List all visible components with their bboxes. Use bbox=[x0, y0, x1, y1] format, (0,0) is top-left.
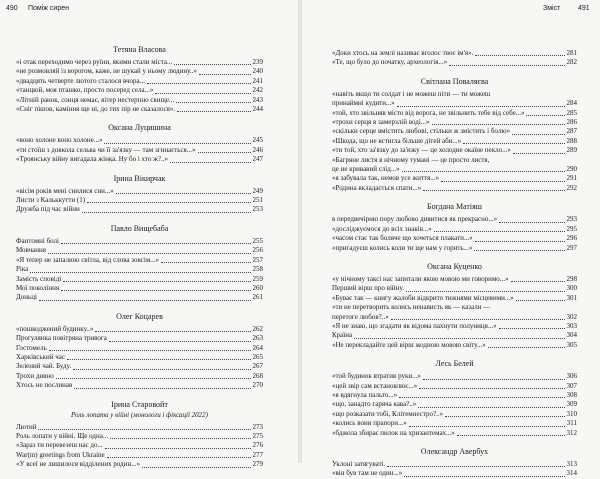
dot-leader bbox=[155, 93, 250, 94]
toc-entry-title: Фантомні болі bbox=[16, 236, 59, 245]
toc-entry bbox=[16, 246, 263, 255]
toc-entry-title: Перший вірш про війну. bbox=[332, 284, 404, 293]
toc-entry bbox=[332, 127, 577, 136]
toc-entry-title: «скільки серце вмістить любові, стільки ж змістить і болю» bbox=[332, 127, 511, 136]
toc-entry bbox=[16, 67, 263, 76]
toc-page-number: 243 bbox=[252, 95, 263, 104]
toc-entry bbox=[332, 313, 577, 322]
toc-entry-title: «Я тепер не запалюю світла, від слова зовсім...» bbox=[16, 255, 159, 264]
toc-entry-title: Замість сповіді bbox=[16, 274, 62, 283]
dot-leader bbox=[457, 435, 565, 436]
toc-entry-title: «Зараз ти перевезеш нас до... bbox=[16, 441, 103, 450]
toc-page-number: 286 bbox=[566, 118, 577, 127]
toc-page-number: 311 bbox=[566, 419, 577, 428]
toc-entry-title: «бджола збирає пилок на хризантемах...» bbox=[332, 428, 455, 437]
toc-page-number: 297 bbox=[566, 243, 577, 252]
toc-entry bbox=[16, 423, 263, 432]
toc-page-number: 295 bbox=[566, 224, 577, 233]
toc-entry-title: «Я не знаю, що згадати як відома пахнути полуниця...» bbox=[332, 321, 497, 330]
toc-entry bbox=[332, 469, 577, 478]
dot-leader bbox=[404, 476, 564, 477]
toc-entry-title: «що розказати тобі, Клітемнестро?..» bbox=[332, 409, 444, 418]
toc-entry bbox=[16, 77, 263, 86]
toc-page-number: 292 bbox=[566, 183, 577, 192]
toc-entry-title: «танцюй, моя пташко, просто посеред села...» bbox=[16, 86, 154, 95]
toc-page-number: 260 bbox=[252, 283, 263, 292]
toc-page-number: 244 bbox=[252, 105, 263, 114]
toc-page-number: 284 bbox=[566, 99, 577, 108]
toc-entry-title: «Багряне листя в нічному тумані — це просто листя, bbox=[332, 155, 490, 164]
dot-leader bbox=[30, 272, 250, 273]
toc-entry-title: «вісім років мені снилися сни...» bbox=[16, 186, 114, 195]
toc-entry-title: в передвечірню пору любово дивитися як прекрасно...» bbox=[332, 215, 498, 224]
toc-entry bbox=[16, 155, 263, 164]
toc-page-number: 277 bbox=[252, 450, 263, 459]
toc-page-number: 262 bbox=[252, 324, 263, 333]
toc-page-number: 273 bbox=[252, 422, 263, 431]
author-heading: Оксана Куценко bbox=[427, 261, 482, 271]
toc-entry-title-continuation: перетоге любов?..» bbox=[332, 312, 389, 321]
toc-page-number: 251 bbox=[252, 196, 263, 205]
toc-entry-title: «ти той, хто за'язку до за'язку — це холодне окаїне пекло...» bbox=[332, 146, 511, 155]
dot-leader bbox=[161, 262, 251, 263]
toc-page-number: 264 bbox=[252, 343, 263, 352]
toc-page-number: 258 bbox=[252, 265, 263, 274]
toc-entry bbox=[332, 225, 577, 234]
dot-leader bbox=[74, 388, 250, 389]
toc-entry-title: War(m) greetings from Ukraine bbox=[16, 450, 105, 459]
toc-page-number: 268 bbox=[252, 371, 263, 380]
toc-entry bbox=[16, 58, 263, 67]
toc-entry bbox=[332, 99, 577, 108]
dot-leader bbox=[423, 379, 565, 380]
toc-entry-title: Трохи дивно bbox=[16, 371, 54, 380]
toc-entry bbox=[16, 205, 263, 214]
dot-leader bbox=[402, 171, 565, 172]
dot-leader bbox=[110, 438, 250, 439]
toc-entry-title: Гостомель bbox=[16, 343, 47, 352]
dot-leader bbox=[499, 328, 565, 329]
toc-entry bbox=[332, 174, 577, 183]
toc-entry bbox=[332, 184, 577, 193]
toc-entry-title: Мої покоління bbox=[16, 283, 60, 292]
toc-page-number: 303 bbox=[566, 321, 577, 330]
left-page-number: 490 bbox=[6, 5, 18, 12]
author-heading: Олександр Авербух bbox=[420, 447, 489, 456]
toc-entry bbox=[332, 146, 577, 155]
toc-entry bbox=[332, 165, 577, 174]
dot-leader bbox=[418, 407, 564, 408]
toc-entry bbox=[16, 460, 263, 469]
toc-entry-title: Хтось не послинав bbox=[16, 381, 73, 390]
toc-entry-title: Мовчання bbox=[16, 246, 46, 255]
dot-leader bbox=[441, 181, 565, 182]
dot-leader bbox=[449, 65, 564, 66]
toc-page-number: 301 bbox=[566, 293, 577, 302]
toc-entry bbox=[332, 284, 577, 293]
toc-entry-title: «що, занадто гаряча кава?..» bbox=[332, 400, 417, 409]
toc-entry-title: Лютий bbox=[16, 422, 37, 431]
toc-page-number: 287 bbox=[566, 127, 577, 136]
toc-page-number: 300 bbox=[566, 284, 577, 293]
toc-entry bbox=[332, 391, 577, 400]
dot-leader bbox=[82, 212, 251, 213]
toc-page-number: 261 bbox=[252, 293, 263, 302]
toc-entry-title: «Родина вкладається спати...» bbox=[332, 183, 422, 192]
toc-page-number: 242 bbox=[252, 86, 263, 95]
toc-entry bbox=[332, 322, 577, 331]
toc-page-number: 276 bbox=[252, 441, 263, 450]
dot-leader bbox=[63, 281, 250, 282]
right-running-title: Зміст bbox=[543, 5, 561, 12]
dot-leader bbox=[474, 250, 564, 251]
dot-leader bbox=[198, 152, 251, 153]
toc-page-number: 275 bbox=[252, 431, 263, 440]
toc-entry bbox=[332, 294, 577, 303]
toc-page-number: 310 bbox=[566, 409, 577, 418]
dot-leader bbox=[48, 253, 251, 254]
dot-leader bbox=[142, 467, 251, 468]
toc-entry bbox=[332, 244, 577, 253]
toc-entry bbox=[332, 118, 577, 127]
dot-leader bbox=[177, 111, 250, 112]
dot-leader bbox=[104, 143, 250, 144]
toc-page-number: 270 bbox=[252, 381, 263, 390]
toc-page-number: 296 bbox=[566, 234, 577, 243]
toc-entry-title: «я забувала так, немов усе життя...» bbox=[332, 174, 439, 183]
dot-leader bbox=[516, 300, 565, 301]
toc-page-number: 241 bbox=[252, 76, 263, 85]
dot-leader bbox=[61, 290, 250, 291]
toc-page-number: 267 bbox=[252, 362, 263, 371]
left-page bbox=[0, 0, 298, 469]
dot-leader bbox=[56, 378, 251, 379]
dot-leader bbox=[105, 448, 251, 449]
toc-entry-title: «я вдягнула пальто...» bbox=[332, 390, 398, 399]
toc-entry bbox=[332, 137, 577, 146]
toc-entry-title: «і отак переходимо через руїни, якими стали міста... bbox=[16, 58, 173, 66]
toc-page-number: 285 bbox=[566, 108, 577, 117]
dot-leader bbox=[475, 241, 565, 242]
dot-leader bbox=[176, 102, 250, 103]
dot-leader bbox=[419, 388, 564, 389]
toc-entry-title: «не розмовляй із ворогом, каже, не шукай у ньому людину..» bbox=[16, 67, 197, 76]
toc-page-number: 304 bbox=[566, 331, 577, 340]
dot-leader bbox=[511, 281, 565, 282]
toc-entry-title: «Буває так — книгу жалоби відкрито тижнями місцевими...» bbox=[332, 293, 514, 302]
toc-entry bbox=[16, 293, 263, 302]
toc-entry-title: «воно холоне воно холоне...» bbox=[16, 136, 103, 145]
dot-leader bbox=[107, 457, 251, 458]
toc-entry-title: «цей звір сам встановлює...» bbox=[332, 381, 418, 390]
toc-entry bbox=[16, 381, 263, 390]
author-heading: Ірина Вікирчак bbox=[113, 173, 166, 183]
toc-left-column bbox=[16, 44, 263, 470]
toc-entry bbox=[16, 105, 263, 114]
toc-entry bbox=[332, 410, 577, 419]
toc-entry-title: «Те, що було до початку, археологія...» bbox=[332, 58, 448, 67]
toc-page-number: 290 bbox=[566, 165, 577, 174]
toc-entry-title: «у нічному таксі нас запитали якою мовою ми говоримо...» bbox=[332, 274, 509, 283]
toc-entry bbox=[16, 325, 263, 334]
toc-entry-title: «Літній ранок, сонця немає, вітер нестерпно свище... bbox=[16, 95, 175, 104]
toc-entry-title: Прогулянка повітряна тривога bbox=[16, 334, 107, 343]
toc-page-number: 257 bbox=[252, 255, 263, 264]
toc-page-number: 291 bbox=[566, 174, 577, 183]
toc-entry bbox=[16, 86, 263, 95]
toc-entry bbox=[16, 196, 263, 205]
toc-entry bbox=[332, 275, 577, 284]
toc-entry bbox=[16, 353, 263, 362]
toc-page-number: 298 bbox=[566, 274, 577, 283]
toc-entry-title: «Доки хтось на землі називає вголос твоє ім'я». bbox=[332, 49, 474, 57]
toc-page-number: 305 bbox=[566, 340, 577, 349]
dot-leader bbox=[170, 162, 250, 163]
dot-leader bbox=[399, 397, 564, 398]
toc-page-number: 253 bbox=[252, 205, 263, 214]
toc-entry bbox=[332, 382, 577, 391]
toc-entry bbox=[16, 146, 263, 155]
toc-page-number: 279 bbox=[252, 460, 263, 469]
toc-entry-title: Зелений чай. Буду. bbox=[16, 362, 72, 371]
author-heading: Лесь Белей bbox=[435, 359, 474, 369]
toc-entry bbox=[16, 334, 263, 343]
toc-entry bbox=[16, 451, 263, 460]
toc-page-number: 255 bbox=[252, 236, 263, 245]
toc-entry bbox=[332, 372, 577, 381]
dot-leader bbox=[391, 319, 565, 320]
toc-entry bbox=[332, 429, 577, 438]
dot-leader bbox=[354, 338, 564, 339]
toc-entry-title: «ти не перетворить колись ненависть як — казали — bbox=[332, 303, 491, 312]
section-subtitle: Роль лопати у війні (монологи і фіксації 2022) bbox=[70, 410, 209, 419]
dot-leader bbox=[95, 331, 250, 332]
toc-entry-title: Роль лопати у війні. Ще одна... bbox=[16, 431, 109, 440]
toc-page-number: 247 bbox=[252, 155, 263, 164]
toc-entry-title: Харківський час bbox=[16, 352, 65, 361]
toc-entry-title: «двадцять четверте лютого сталося вчора... bbox=[16, 76, 145, 85]
toc-page-number: 288 bbox=[566, 136, 577, 145]
right-page bbox=[302, 0, 600, 478]
dot-leader bbox=[147, 83, 251, 84]
toc-page-number: 259 bbox=[252, 274, 263, 283]
toc-entry bbox=[332, 460, 577, 469]
toc-entry bbox=[16, 265, 263, 274]
toc-entry-title: «трохи серця в замерзлій воді...» bbox=[332, 118, 430, 127]
toc-entry-title: «пригадуєш колись коли ти ще нам у горить...» bbox=[332, 243, 473, 252]
dot-leader bbox=[406, 291, 565, 292]
toc-page-number: 240 bbox=[252, 67, 263, 76]
dot-leader bbox=[174, 64, 250, 65]
right-page-number: 491 bbox=[578, 5, 590, 12]
toc-entry-title: «ти стоїш з довкола сельва чи її за'язку — там згинається...» bbox=[16, 145, 196, 154]
toc-entry-title: Дружба під час війни bbox=[16, 205, 80, 214]
toc-entry bbox=[16, 187, 263, 196]
toc-entry-title: Країна bbox=[332, 331, 353, 340]
toc-entry-title: «досліджуємося до всіх знаків...» bbox=[332, 224, 432, 233]
dot-leader bbox=[38, 429, 250, 430]
toc-page-number: 249 bbox=[252, 186, 263, 195]
toc-entry-title: «той будинок втратив руки...» bbox=[332, 372, 421, 381]
toc-entry bbox=[16, 284, 263, 293]
toc-page-number: 302 bbox=[566, 312, 577, 321]
dot-leader bbox=[434, 231, 565, 232]
toc-entry-title: «навіть якщо ти солдат і не можеш піти — ти можеш bbox=[332, 89, 491, 98]
toc-entry bbox=[16, 275, 263, 284]
toc-entry bbox=[332, 419, 577, 428]
dot-leader bbox=[199, 74, 251, 75]
author-heading: Ірина Старовойт bbox=[111, 399, 168, 409]
toc-entry-title: Листи з Кальккутти (1) bbox=[16, 196, 86, 205]
dot-leader bbox=[475, 55, 564, 56]
dot-leader bbox=[499, 222, 564, 223]
dot-leader bbox=[445, 416, 564, 417]
toc-page-number: 265 bbox=[252, 352, 263, 361]
toc-page-number: 256 bbox=[252, 246, 263, 255]
toc-entry-title: Уклоні затягуваті. bbox=[332, 460, 386, 468]
dot-leader bbox=[109, 341, 251, 342]
toc-entry-title: «він був там не один...» bbox=[332, 469, 403, 478]
dot-leader bbox=[463, 143, 564, 144]
toc-entry bbox=[16, 344, 263, 353]
toc-page-number: 282 bbox=[566, 58, 577, 67]
toc-page-number: 313 bbox=[566, 460, 577, 468]
toc-page-number: 293 bbox=[566, 215, 577, 224]
dot-leader bbox=[49, 350, 251, 351]
toc-entry bbox=[332, 400, 577, 409]
dot-leader bbox=[67, 359, 251, 360]
toc-entry-title: «той, хто звільняв місто від ворога, не звільнить тебе від себе...» bbox=[332, 108, 525, 117]
author-heading: Тетяна Власова bbox=[113, 45, 166, 54]
toc-entry-title: «колись вони прапори...» bbox=[332, 419, 407, 428]
toc-entry-title: «Сніг пішов, каміння ще ні, до тих пір не сказалося». bbox=[16, 105, 176, 114]
toc-entry-title: «пошкоджений будинку..» bbox=[16, 324, 94, 333]
toc-entry bbox=[16, 432, 263, 441]
author-heading: Павло Вищебаба bbox=[110, 223, 169, 233]
toc-entry bbox=[16, 372, 263, 381]
toc-page-number: 308 bbox=[566, 390, 577, 399]
toc-right-column bbox=[332, 49, 577, 479]
toc-entry-title-continuation: це не кривавий слід...» bbox=[332, 165, 400, 174]
toc-entry bbox=[16, 362, 263, 371]
toc-entry bbox=[332, 215, 577, 224]
dot-leader bbox=[39, 300, 251, 301]
toc-page-number: 314 bbox=[566, 469, 577, 478]
author-heading: Світлана Поваляєва bbox=[420, 76, 489, 86]
toc-page-number: 312 bbox=[566, 428, 577, 437]
dot-leader bbox=[409, 426, 565, 427]
toc-page-number: 263 bbox=[252, 334, 263, 343]
toc-entry-title: Ріка bbox=[16, 265, 29, 274]
toc-entry bbox=[16, 237, 263, 246]
toc-entry bbox=[16, 256, 263, 265]
toc-entry bbox=[16, 96, 263, 105]
dot-leader bbox=[488, 347, 565, 348]
toc-page-number: 245 bbox=[252, 136, 263, 145]
dot-leader bbox=[61, 243, 251, 244]
toc-entry-title: «часом стає так боляче що хочеться плакати...» bbox=[332, 234, 473, 243]
toc-page-number: 246 bbox=[252, 145, 263, 154]
dot-leader bbox=[513, 153, 565, 154]
toc-entry bbox=[16, 441, 263, 450]
toc-page-number: 309 bbox=[566, 400, 577, 409]
dot-leader bbox=[423, 190, 564, 191]
toc-entry-title: «Шкода, що не встигла більше дітей аби...» bbox=[332, 136, 462, 145]
author-heading: Богдана Матіяш bbox=[427, 202, 482, 212]
dot-leader bbox=[432, 124, 565, 125]
dot-leader bbox=[116, 193, 251, 194]
toc-entry-title-continuation: принаймні кудити...» bbox=[332, 99, 395, 108]
author-heading: Олег Коцарев bbox=[116, 311, 163, 321]
toc-entry bbox=[332, 341, 577, 350]
toc-entry-title: «Троянську війну вигадала жінка. Ну бо і хто ж?..» bbox=[16, 155, 169, 164]
toc-page-number: 289 bbox=[566, 146, 577, 155]
toc-entry bbox=[332, 49, 577, 58]
toc-entry-title: Доньці bbox=[16, 293, 37, 302]
dot-leader bbox=[73, 369, 250, 370]
left-running-title: Поміж сирен bbox=[28, 5, 69, 12]
toc-entry bbox=[332, 331, 577, 340]
toc-page-number: 306 bbox=[566, 372, 577, 381]
toc-entry bbox=[16, 136, 263, 145]
toc-page-number: 239 bbox=[252, 58, 263, 66]
toc-entry bbox=[332, 109, 577, 118]
author-heading: Оксана Луцишина bbox=[108, 123, 171, 133]
toc-page-number: 281 bbox=[566, 49, 577, 57]
dot-leader bbox=[512, 134, 564, 135]
dot-leader bbox=[526, 115, 564, 116]
toc-page-number: 307 bbox=[566, 381, 577, 390]
dot-leader bbox=[387, 466, 564, 467]
toc-entry bbox=[332, 234, 577, 243]
dot-leader bbox=[87, 202, 250, 203]
toc-entry-title: «У всеї не лишилося відділених родин...» bbox=[16, 460, 140, 469]
toc-entry bbox=[332, 58, 577, 67]
toc-entry-title: «Не перекладайте цей вірш жодною мовою світу...» bbox=[332, 340, 486, 349]
dot-leader bbox=[397, 106, 565, 107]
